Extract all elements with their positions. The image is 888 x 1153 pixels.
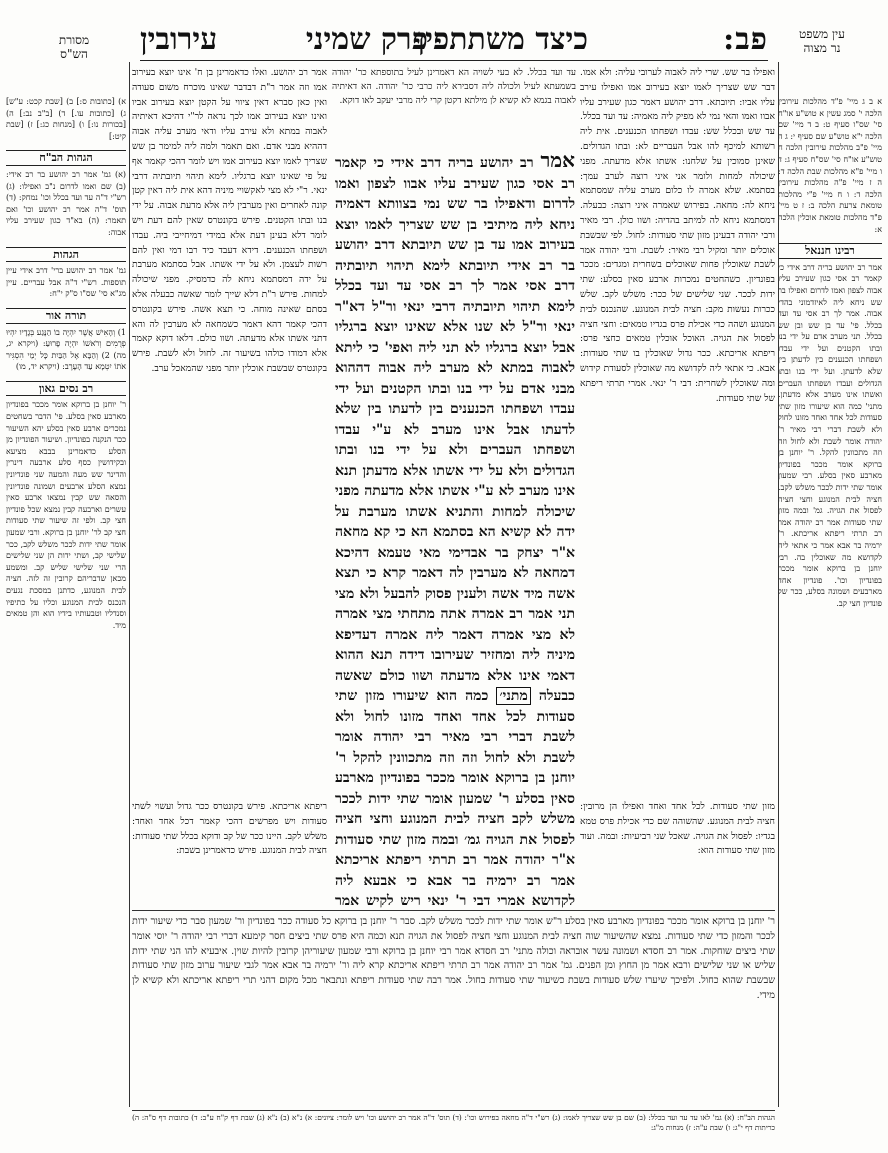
hagahot-text: גמ' אמר רב יהושע ברי' דרב אידי עיין תוספות. רש"י ד"ה אבל עבריים. עיין מג"א סי' שס"ו ס"ק י"ח: <box>6 266 126 299</box>
rashi-column <box>580 66 775 791</box>
right-margin-column <box>778 60 882 1080</box>
perek-title: כיצד משתתפין <box>417 22 588 57</box>
header-rule <box>140 60 768 61</box>
gemara-top-text: עד ועד בכלל. לא בעי לשויה הא דאמרינן לעיל בתוספתא כר' יהודה בשמעתא לעיל ולכולה ליה דסבירא ליה כרבי כר' יהודה. הא דאיתיה לאבוה בגמא לא קשיא לן מילתא דקטן קרי ליה מרבי יעקב לאו דוקא. <box>332 68 576 106</box>
hagahot-bach-title: הגהות הב"ח <box>6 150 126 166</box>
tosafot-column <box>132 66 327 791</box>
rule-footer <box>132 1110 775 1111</box>
mishnah-label: מתני׳ <box>496 687 530 705</box>
page-header <box>140 20 768 70</box>
folio-number: פב: <box>723 22 768 57</box>
rashi-lower-text: מזון שתי סעודות. לכל אחד ואחד ואפילו הן מרובין: חציה לבית המנוגע. שהשוהה שם כדי אכילת פרס טמא בגדיו: לפסול את הגויה. שאכל שני רביעיות: ובמה. ועוד מזון שתי סעודות הוא: <box>580 801 775 857</box>
chapter-number: פרק שמיני <box>305 22 428 57</box>
tosafot-lower-block <box>132 800 327 910</box>
divider-right-margin <box>778 62 779 1107</box>
torah-ohr-title: תורה אור <box>6 308 126 324</box>
tosafot-text: אמר רב יהושע. ואלו כדאמרינן בן ח' אינו יוצא בעירוב אמו וזה אמר ר"ת דבדבר שאינו מוכרח משום סעודה ואין כאן סברא דאין ציווי על הקטן יוצא בעירוב אביו ואינו יוצא בעירוב אמו לכך נראה לר"י דהיכא דאיתיה לאבוה במתא ולא עירב עליו ודאי מערב עליה אבוה דההיא מבני אדם. ואם תאמר ולמה ליה למימר בן שש שצריך לאמו יוצא בעירוב אמו ויש לומר דהכי קאמר אף על פי שאינו יוצא ברגליו. לימא תיהוי תיובתיה דרבי ינאי. ר"י לא מצי לאקשויי מיניה דהא אית ליה דאין קטן קונה לאחרים ואין מערבין ליה אלא מדעת אבוה. על ידי בנו ובתו הקטנים. פירש בקונטרס שאין להם דעת ויש לומר דלא בעינן דעת אלא במידי דמיחייבי ביה. עבדו ושפחתו הכנענים. דידא דעבד כיד רבו דמי ואין להם רשות לעצמן. ולא על ידי אשתו. אבל בסתמא מערבת על ידה דמסתמא ניחא לה כדמסיק. מפני שיכולה למחות. פירש ר"ת דלא שייך לומר שאשה כבעלה אלא בסתם שאינה מוחה. כי תצא אשה. פירש בקונטרס דהכי קאמר דהא דאמר כשמחאה לא מערבין לה והא דתני אשתו אלא מדעתה. ושוו כולם. דלאו דוקא קאמר אלא דמודו כולהו בשיעור זה. לחול ולא לשבת. פירש בקונטרס שבשבת אוכלין יותר מפני שהמאכל ערב. <box>132 67 327 374</box>
gemara-after-mishnah-text: גמ׳ ובמה מזון שתי סעודות א"ר יהודה אמר רב תרתי ריפתא אריכתא אמר רב ירמיה בר אבא כי אבעא ליה לקדושא אמרי דבי ר' ינאי ריש לקיש אמר <box>335 831 575 909</box>
tractate-title: עירובין <box>140 22 218 57</box>
masoret-block: א) [כתובות ס:] ב) [שבת קכט: ע"ש] ג) [כתובות עו.] ד) [ב"ב נב:] ה) [בכורות נו:] ו) [מנחות כג:] ז) [שבת קיט:] <box>6 97 126 141</box>
rashi-lower-block <box>580 800 775 910</box>
hagahot-title: הגהות <box>6 247 126 263</box>
rabbeinu-chananel-text: אמר רב יהושע בריה דרב אידי כי קאמר רב אסי כגון שעירב עליו אבוה לצפון ואמו לדרום ואפילו בר שש ניחא ליה לאיזדמוני בהדי אבוה. אמר לך רב אסי עד ועד בכלל. פי' עד בן שש ובן שש בכלל. תני מערב אדם על ידי בנו ובתו הקטנים ועל ידי עבדו ושפחתו הכנענים בין לדעתן בין שלא לדעתן. ועל ידי בנו ובתו הגדולים ועבדו ושפחתו העברים ואשתו אינו מערב אלא מדעתן. מתני' כמה הוא שיעורו מזון שתי סעודות לכל אחד ואחד מזונו לחול ולא לשבת דברי רבי מאיר ר' יהודה אומר לשבת ולא לחול וזה וזה מתכוונין להקל. ר' יוחנן בן ברוקא אומר מככר בפונדיון מארבע סאין בסלע. רבי שמעון אומר שתי ידות לככר משלש לקב. חציה לבית המנוגע וחצי חציה לפסול את הגויה. גמ' ובמה מזון שתי סעודות אמר רב יהודה אמר רב תרתי ריפתא אריכתא. ר' ירמיה בר אבא אמר כי אתאי ליה לקדושא מה שאוכלין בה. רבי יוחנן בן ברוקא אומר מככר בפונדיון וכו'. פונדיון אחד מארבעים ושמונה בסלע, ככר של פונדיון חצי קב. <box>778 262 882 608</box>
rav-nissim-text: ר' יוחנן בן ברוקא אומר מככר בפונדיון מארבע סאין בסלע. פי' הדבר בשחטים נמכרים ארבע סאין בסלע יהא השיעור ככר הנקנה בפונדיון. ושיעור הפונדיון מן הסלע כדאמרינן בבבא מציעא ובקידושין כסף סלע ארבעה דינרין והדינר שש מעה והמעה שני פונדיונין נמצא הסלע ארבעים ושמונה פונדיונין והסאה שש קבין נמצאו ארבע סאין עשרים וארבעה קבין נמצא שכל פונדיון חצי קב. ולפי זה שיעור שתי סעודות חצי קב לר' יוחנן בן ברוקא. ורבי שמעון אומר שתי ידות לככר משלש לקב, ככר שלישי קב, ושתי ידות הן שני שלישים הרי שני שלישי שליש קב. ומשמע מכאן שדבריהם קרובין זה לזה. חציה לבית המנוגע, כדתנן במסכת נגעים הנכנס לבית המנוגע וכליו על כתיפיו וסנדליו וטבעותיו בידיו הוא והן טמאים מיד. <box>6 400 126 630</box>
masoret-hashas-label: מסורת הש"ס <box>58 33 90 61</box>
footer-notes: הגהות הב"ח: (א) גמ' לאו עד עד ועד בכלל: (ב) שם בן שש שצריך לאמו: (ג) רש"י ד"ה מחאה בפירוש וכו': (ד) תוס' ד"ה אמר רב יהושע וכו' ויש לומר: ציונים: א) נ"א (ב) נ"א (ג) שבת דף ק"ח ע"ב: ד) כתובות דף ס"ה: ה) כריתות דף י"ג: ו) שבת ע"ה: ז) מנחות מ"ג: <box>132 1113 775 1132</box>
torah-ohr-text: 1) וְהָאִישׁ אֲשֶׁר יִהְיֶה בוֹ הַנָּגַע בְּגָדָיו יִהְיוּ פְרֻמִים וְרֹאשׁוֹ יִהְיֶה פָרוּעַ: (ויקרא יג, מה) 2) וְהַבָּא אֶל הַבַּיִת כָּל יְמֵי הִסְגִּיר אֹתוֹ יִטְמָא עַד הָעָרֶב: (ויקרא יד, מו) <box>6 327 126 372</box>
gemara-top-block <box>332 66 576 136</box>
left-margin-column <box>6 60 126 1080</box>
divider-left-margin <box>129 62 130 1107</box>
rashi-text: ואפילו בר שש. שרי ליה לאבוה לערובי עליה: ולא אמו. דבר שש שצריך לאמו יוצא בעירוב אמו ואפילו עירב עליו אביו: תיובתא. דרב יהושע דאמר כגון שעירב עליו אבוו ואמו והאי נמי לא מפיק ליה מאמיה: עד ועד בכלל. עד שש ובכלל שש: עבדו ושפחתו הכנענים. אית ליה רשותא למיכף להו אבל העבריים לא: ובתו הגדולים. שאינן סמוכין על שלחנו: אשתו אלא מדעתה. מפני שיכולה למחות ולומר אני איני רוצה לערב עמך: בסתמא. שלא אמרה לו כלום מערב עליה שמסתמא ניחא לה: מחאה. בפירוש שאמרה איני רוצה: כבעלה. דמסתמא ניחא לה למיתב בהדיה: ושוו כולן. רבי מאיר ורבי יהודה דבעינן מזון שתי סעודות: לחול. לפי שבשבת אוכלים יותר ומקיל רבי מאיר: לשבת. ורבי יהודה אמר לשבת שאוכלין פחות שאוכלים בשחרית ומגדים: מככר בפונדיון. כשהחטים נמכרות ארבע סאין בסלע: שתי ידות לככר. שני שלישים של ככר: משלש לקב. שלש ככרות נעשות מקב: חציה לבית המנוגע. שהנכנס לבית המנוגע ושהה כדי אכילת פרס בגדיו טמאים: וחצי חציה לפסול את הגויה. האוכל אוכלין טמאים כחצי פרס: ריפתא אריכתא. ככר גדול שאוכלין בו שתי סעודות: אבא. כי אתאי ליה לקדושא מה שאוכלין לסעודת קידוש ומה שאוכלין לשחרית: דבי ר' ינאי. אמרי תרתי ריפתא של שתי סעודות. <box>580 67 775 404</box>
bottom-commentary-band <box>132 915 775 1110</box>
rabbeinu-chananel-title: רבינו חננאל <box>778 243 882 259</box>
gemara-main-block <box>335 150 575 910</box>
rav-nissim-title: רב נסים גאון <box>6 381 126 397</box>
eyn-mishpat-block: א ב ג מיי' פ"ד מהלכות עירובין הלכה י' סמג עשין א טוש"ע או"ח סי' שס"ו סעיף ט: ב ד מיי' שם הלכה י"א טוש"ע שם סעיף י: ג ה מיי' פ"ב מהלכות עירובין הלכה ח טוש"ע או"ח סי' שס"ח סעיף ג: ד ו מיי' פ"א מהלכות שבת הלכה ד: ה ז מיי' פ"ה מהלכות עירובין הלכה ד: ו ח מיי' פ"י מהלכות טומאת צרעת הלכה ב: ז ט מיי' פ"ד מהלכות טומאת אוכלין הלכה א: <box>778 97 882 234</box>
eyn-mishpat-label: עין משפט נר מצוה <box>799 27 845 55</box>
tosafot-lower-text: ריפתא אריכתא. פירש בקונטרס ככר גדול ועשוי לשתי סעודות ויש מפרשים דהכי קאמר דכל אחד ואחד: משלש לקב. היינו ככר של קב ודוקא בכלל שתי סעודות: חציה לבית המנוגע. פירש כדאמרינן בשבת: <box>132 801 327 857</box>
mishnah-text: כמה הוא שיעורו מזון שתי סעודות לכל אחד ואחד מזונו לחול ולא לשבת דברי רבי מאיר רבי יהודה אומר לשבת ולא לחול וזה וזה מתכוונין להקל ר' יוחנן בן ברוקא אומר מככר בפונדיון מארבע סאין בסלע ר' שמעון אומר שתי ידות לככר משלש לקב חציה לבית המנוגע וחצי חציה לפסול את הגויה <box>335 688 575 848</box>
gemara-main-text: רב יהושע בריה דרב אידי כי קאמר רב אסי כגון שעירב עליו אבוו לצפון ואמו לדרום ודאפילו בר שש נמי בצוותא דאמיה ניחא ליה מיתיבי בן שש שצריך לאמו יוצא בעירוב אמו עד בן שש תיובתא דרב יהושע בר רב אידי תיובתא לימא תיהוי תיובתיה דרב אסי אמר לך רב אסי עד ועד בכלל לימא תיהוי תיובתיה דרבי ינאי ור"ל דא"ר ינאי ור"ל לא שנו אלא שאינו יוצא ברגליו אבל יוצא ברגליו לא תני ליה ואפי' כי ליתא לאבוה במתא לא מערב ליה אבוה דההוא מבני אדם על ידי בנו ובתו הקטנים ועל ידי עבדו ושפחתו הכנענים בין לדעתו בין שלא לדעתו אבל אינו מערב לא ע"י עבדו ושפחתו העברים ולא על ידי בנו ובתו הגדולים ולא על ידי אשתו אלא מדעתן תנא אינו מערב לא ע"י אשתו אלא מדעתה מפני שיכולה למחות והתניא אשתו מערבת על ידה לא קשיא הא בסתמא הא כי קא מחאה א"ר יצחק בר אבדימי מאי טעמא דהיכא דמחאה לא מערבין לה דאמר קרא כי תצא אשה מיד אשה ולענין פסוק להבעל ולא מצי תני אמר רב אמרה אתה מתחתי מצי אמרה לא מצי אמרה דאמר ליה אמרה דעדיפא מיניה ליה ומחזיר שעירובו דידה תנא ההוא דאמי אינו אלא מדעתה ושוו כולם שאשה כבעלה <box>335 155 575 704</box>
bottom-commentary-text: ר' יוחנן בן ברוקא אומר מככר בפונדיון מארבע סאין בסלע ר"ש אומר שתי ידות לככר משלש לקב. סבר ר' יוחנן בן ברוקא כל סעודה ככר בפונדיון ור' שמעון סבר כדי שיעור ידות לככר והמזון כדי שתי סעודות. נמצא שהשיעור שוה חציה לבית המנוגע וחצי חציה לפסול את הגויה תנא וכמה היא פרס שתי ביצים חסר קימעא דברי רבי יהודה ר' יוסי אומר שתי ביצים שוחקות. אמר רב חסדא ושמונה עשר אובראה וכולה מתני' רב חסדא אמר רבי יוחנן בן ברוקא ורבי שמעון שיעוריהן קרובין להיות שוין. איבעיא להו הני שתי ידות שליש או שני שלישים ורבא אמר מן החוץ ומן הפנים. גמ' אמר רב יהודה אמר רב תרתי ריפתא אריכתא קרא ליה ור' ירמיה בר אבא אמר לגבי שיעור ערוב מזון שתי סעודות שבשבת שהוא כחול. ולפיכך שיערו שלש סעודות בשבת כשיעור שתי סעודות בחול. אמר רבה שתי סעודות ריפתא ונתבאר מכל מקום דהני תרי ריפתא אריכתא ולא קשיא לן מידי. <box>132 916 775 1001</box>
gemara-opening-word: אמר <box>540 150 575 172</box>
rule-bottom-band <box>132 910 775 911</box>
hagahot-bach-text: (א) גמ' אמר רב יהושע בר רב אידי: (ב) שם ואמו לדרום נ"ב ואפילו: (ג) רש"י ד"ה עד ועד בכלל וכו' נמחק: (ד) תוס' ד"ה אמר רב יהושע וכו' ואם תאמר: (ה) בא"ד כגון שעירב עליו אבוה: <box>6 169 126 237</box>
